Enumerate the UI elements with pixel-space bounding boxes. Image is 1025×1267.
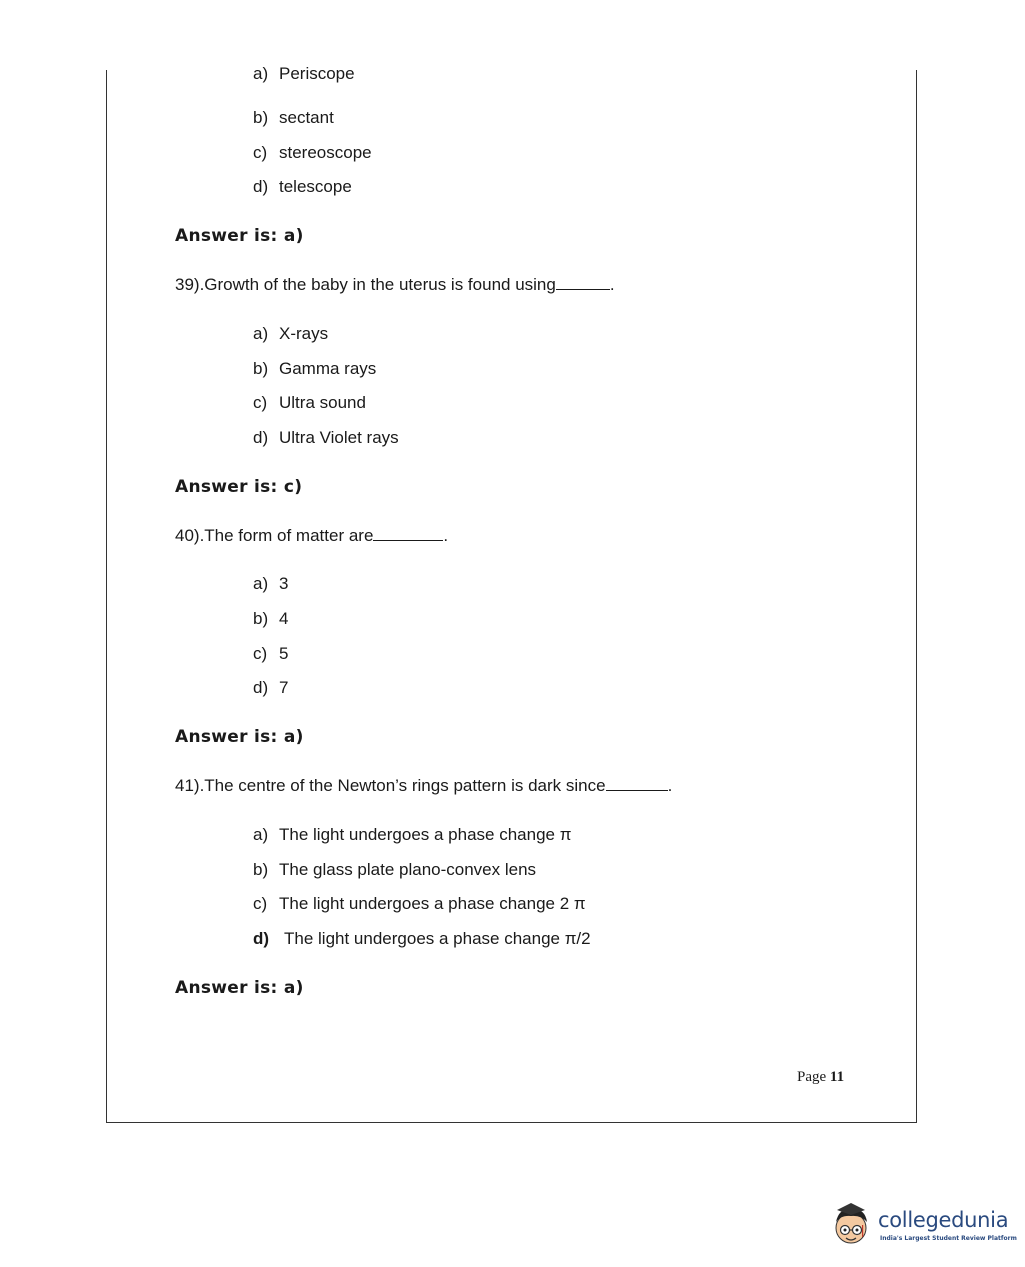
q38-answer: Answer is: a) (175, 226, 304, 246)
q38-option-b: b) sectant (253, 108, 334, 127)
q40-answer: Answer is: a) (175, 727, 304, 747)
q38-option-d: d) telescope (253, 177, 352, 196)
q39-option-d: d) Ultra Violet rays (253, 428, 399, 447)
page-number: Page 11 (797, 1069, 845, 1085)
q41-option-d: d) The light undergoes a phase change π/2 (253, 929, 591, 948)
q40-option-a: a) 3 (253, 574, 289, 593)
collegedunia-tagline: India's Largest Student Review Platform (880, 1235, 1017, 1242)
q41-option-c: c) The light undergoes a phase change 2 π (253, 894, 586, 913)
q39-answer: Answer is: c) (175, 477, 303, 497)
q40-option-b: b) 4 (253, 609, 289, 628)
q41-option-a: a) The light undergoes a phase change π (253, 825, 572, 844)
q41-question: 41).The centre of the Newton’s rings pattern is dark since . (175, 776, 673, 795)
q40-question: 40).The form of matter are . (175, 526, 449, 545)
q41-blank (606, 776, 668, 791)
q38-option-c: c) stereoscope (253, 143, 372, 162)
q40-option-d: d) 7 (253, 678, 289, 697)
q39-option-b: b) Gamma rays (253, 359, 377, 378)
q40-blank (373, 526, 443, 541)
q39-option-a: a) X-rays (253, 324, 329, 343)
collegedunia-logo-text: collegedunia (878, 1208, 1009, 1232)
q40-option-c: c) 5 (253, 644, 289, 663)
q39-question: 39).Growth of the baby in the uterus is found using . (175, 275, 615, 294)
q39-option-c: c) Ultra sound (253, 393, 366, 412)
q41-option-b: b) The glass plate plano-convex lens (253, 860, 537, 879)
q38-option-a: a) Periscope (253, 64, 355, 83)
q39-blank (556, 275, 610, 290)
q41-answer: Answer is: a) (175, 978, 304, 998)
